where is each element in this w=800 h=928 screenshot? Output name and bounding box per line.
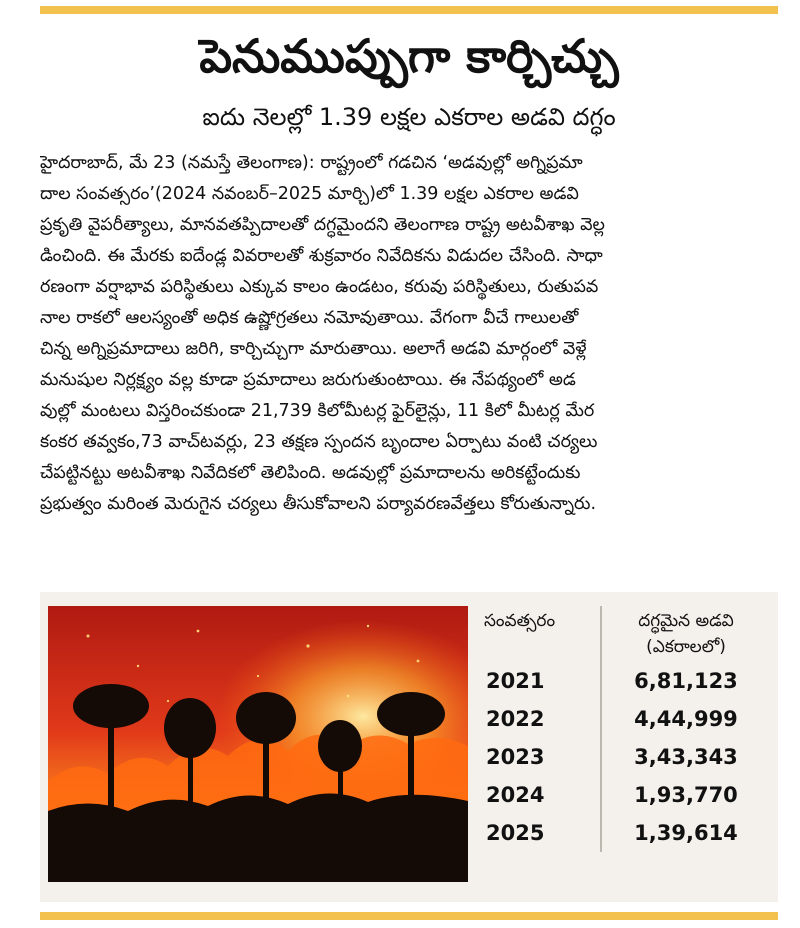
year-cell: 2024	[480, 776, 601, 814]
body-line: నాల రాకలో ఆలస్యంతో అధిక ఉష్ణోగ్రతలు నమోవుతాయి. వేగంగా వీచే గాలులతో	[40, 308, 579, 328]
table-row	[480, 662, 770, 700]
acres-cell: 1,39,614	[634, 821, 738, 845]
table-row	[480, 738, 770, 776]
table-row	[480, 776, 770, 814]
body-line: కంకర తవ్వకం,73 వాచ్‌టవర్లు, 23 తక్షణ స్పందన బృందాల ఏర్పాటు వంటి చర్యలు	[40, 432, 598, 452]
header-burned-area-line1: దగ్ధమైన అడవి	[638, 611, 734, 631]
body-line: రణంగా వర్షాభావ పరిస్థితులు ఎక్కువ కాలం ఉండటం, కరువు పరిస్థితులు, రుతుపవ	[40, 277, 599, 297]
year-cell: 2022	[480, 700, 601, 738]
burned-forest-table	[480, 606, 770, 852]
acres-cell: 6,81,123	[634, 669, 738, 693]
data-panel	[40, 592, 778, 902]
header-burned-area-line2: (ఎకరాలలో)	[646, 637, 726, 657]
year-cell: 2023	[480, 738, 601, 776]
table-row	[480, 700, 770, 738]
body-line: మనుషుల నిర్లక్ష్యం వల్ల కూడా ప్రమాదాలు జరుగుతుంటాయి. ఈ నేపథ్యంలో అడ	[40, 370, 576, 390]
body-line: ప్రకృతి వైపరీత్యాలు, మానవతప్పిదాలతో దగ్ధమైందని తెలంగాణ రాష్ట్ర అటవీశాఖ వెల్ల	[40, 215, 605, 235]
table-row	[480, 814, 770, 852]
body-line: చిన్న అగ్నిప్రమాదాలు జరిగి, కార్చిచ్చుగా మారుతాయి. అలాగే అడవి మార్గంలో వెళ్లే	[40, 339, 587, 359]
year-cell: 2025	[480, 814, 601, 852]
table-header-row	[480, 606, 770, 662]
header-year: సంవత్సరం	[480, 606, 601, 662]
forest-fire-illustration	[48, 606, 468, 882]
body-line: చేపట్టినట్టు అటవీశాఖ నివేదికలో తెలిపింది. అడవుల్లో ప్రమాదాలను అరికట్టేందుకు	[40, 463, 581, 483]
top-accent-rule	[40, 6, 778, 14]
headline: పెనుముప్పుగా కార్చిచ్చు	[199, 29, 619, 83]
forest-fire-photo	[48, 606, 468, 882]
acres-cell: 1,93,770	[634, 783, 738, 807]
body-line: దాల సంవత్సరం’(2024 నవంబర్–2025 మార్చి)లో 1.39 లక్షల ఎకరాల అడవి	[40, 184, 579, 204]
body-line: హైదరాబాద్, మే 23 (నమస్తే తెలంగాణ): రాష్ట్రంలో గడచిన ‘అడవుల్లో అగ్నిప్రమా	[40, 153, 583, 173]
acres-cell: 3,43,343	[634, 745, 738, 769]
header-burned-area	[601, 606, 770, 662]
body-line: ప్రభుత్వం మరింత మెరుగైన చర్యలు తీసుకోవాలని పర్యావరణవేత్తలు కోరుతున్నారు.	[40, 494, 597, 514]
acres-cell: 4,44,999	[634, 707, 738, 731]
body-line: వుల్లో మంటలు విస్తరించకుండా 21,739 కిలోమీటర్ల ఫైర్‌లైన్లు, 11 కిలో మీటర్ల మేర	[40, 401, 595, 421]
subheadline: ఐదు నెలల్లో 1.39 లక్షల ఎకరాల అడవి దగ్ధం	[202, 103, 616, 131]
bottom-accent-rule	[40, 912, 778, 920]
article-body	[40, 148, 778, 520]
year-cell: 2021	[480, 662, 601, 700]
body-line: డించింది. ఈ మేరకు ఐదేండ్ల వివరాలతో శుక్రవారం నివేదికను విడుదల చేసింది. సాధా	[40, 246, 603, 266]
